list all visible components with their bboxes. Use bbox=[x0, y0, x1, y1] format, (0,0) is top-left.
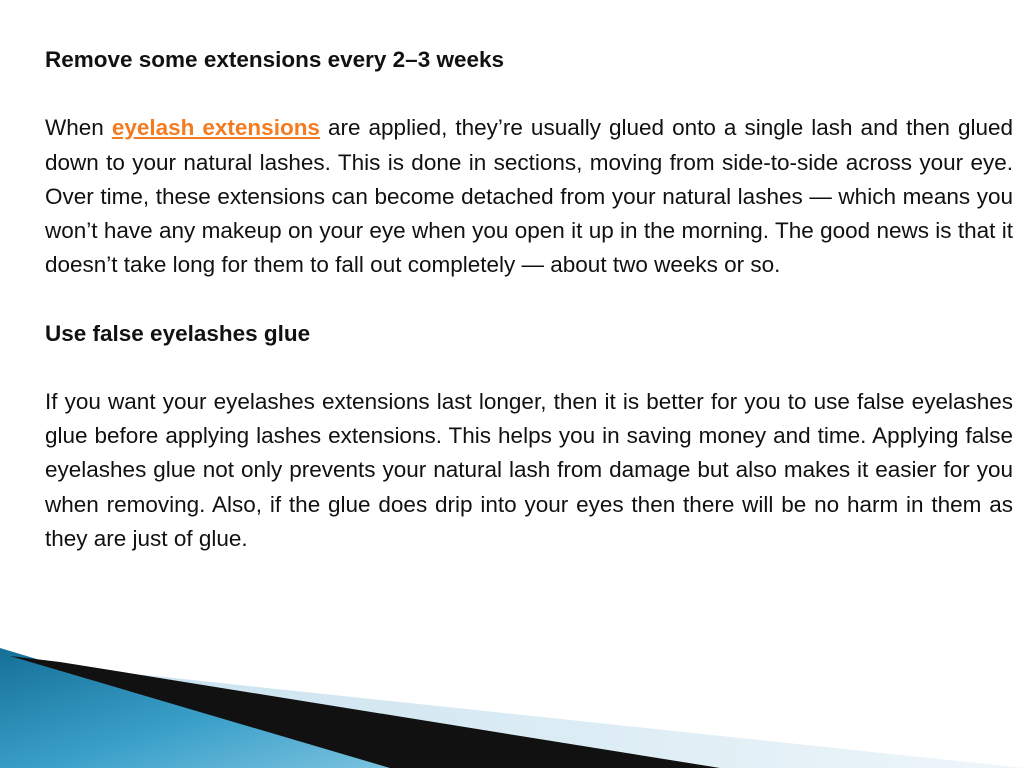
section-heading-remove-extensions: Remove some extensions every 2–3 weeks bbox=[45, 47, 505, 72]
decor-light-band bbox=[50, 665, 1024, 768]
decor-blue-wedge bbox=[0, 648, 400, 768]
slide-content bbox=[45, 43, 1013, 556]
spacer bbox=[45, 77, 1013, 111]
spacer bbox=[45, 282, 1013, 316]
decor-dark-stripe bbox=[10, 656, 720, 768]
spacer bbox=[45, 351, 1013, 385]
paragraph-false-eyelashes-glue: If you want your eyelashes extensions last longer, then it is better for you to use false eyelashes glue before applying lashes extensions. This helps you in saving money and time. Applying false eyelashes glue not only prevents your natural lash from damage but also makes it easier for you when removing. Also, if the glue does drip into your eyes then there will be no harm in them as they are just of glue. bbox=[45, 388, 1013, 551]
eyelash-extensions-link[interactable]: eyelash extensions bbox=[111, 115, 320, 141]
paragraph-text-before-link: When bbox=[45, 115, 112, 141]
paragraph-remove-extensions bbox=[45, 111, 1013, 282]
section-heading-false-eyelashes-glue: Use false eyelashes glue bbox=[45, 320, 311, 346]
paragraph-text-after-link: are applied, they’re usually glued onto a single lash and then glued down to your natural lashes. This is done in sections, moving from side-to-side across your eye. Over time, these extensions can become detached from your natural lashes — which means you won’t have any makeup on your eye when you open it up in the morning. The good news is that it doesn’t take long for them to fall out completely — about two weeks or so. bbox=[45, 115, 1014, 278]
